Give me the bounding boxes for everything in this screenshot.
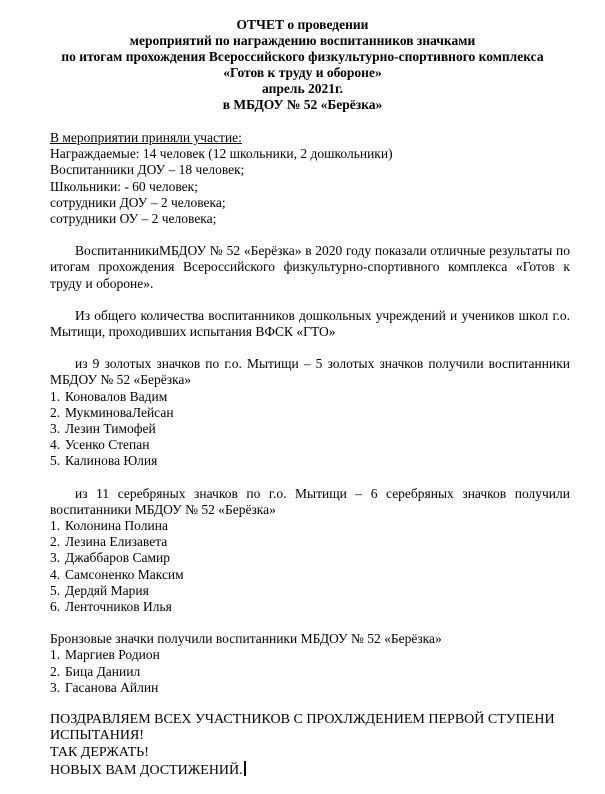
congratulations-text: ПОЗДРАВЛЯЕМ ВСЕХ УЧАСТНИКОВ С ПРОХЛЖДЕНИЕМ ПЕРВОЙ СТУПЕНИ ИСПЫТАНИЯ! [50, 712, 555, 744]
header-line: мероприятий по награждению воспитанников значками [129, 33, 476, 48]
silver-intro: из 11 серебряных значков по г.о. Мытищи – 6 серебряных значков получили воспитанники МБДОУ № 52 «Берёзка» [50, 485, 570, 517]
participants-line: сотрудники ДОУ – 2 человека; [50, 194, 226, 210]
gold-intro: из 9 золотых значков по г.о. Мытищи – 5 золотых значков получили воспитанники МБДОУ № 52 «Берёзка» [50, 356, 570, 388]
header-date: апрель 2021г. [262, 81, 343, 96]
silver-list [50, 518, 570, 615]
header-line: «Готов к труду и обороне» [223, 65, 382, 80]
testing-paragraph: Из общего количества воспитанников дошкольных учреждений и учеников школ г.о. Мытищи, проходивших испытания ВФСК «ГТО» [50, 307, 570, 340]
list-item: 3. Лезин Тимофей [50, 421, 156, 437]
results-paragraph: ВоспитанникиМБДОУ № 52 «Берёзка» в 2020 году показали отличные результаты по итогам прохождения Всероссийского физкультурно-спортивного комплекса «Готов к труду и обороне». [50, 243, 570, 291]
keep-it-up-text: ТАК ДЕРЖАТЬ! [50, 744, 149, 760]
wishes-line [50, 761, 570, 779]
text-cursor [244, 761, 246, 776]
list-item: 5. Дердяй Мария [50, 582, 149, 598]
participants-line: сотрудники ОУ – 2 человека; [50, 211, 217, 227]
gold-list [50, 389, 570, 470]
list-item: 2. Лезина Елизавета [50, 534, 168, 550]
list-item: 1. Колонина Полина [50, 518, 168, 534]
document-body [50, 130, 570, 779]
header-line: по итогам прохождения Всероссийского физкультурно-спортивного комплекса [61, 49, 544, 64]
list-item: 2. Бица Даниил [50, 663, 141, 679]
list-item: 5. Калинова Юлия [50, 453, 158, 469]
bronze-intro: Бронзовые значки получили воспитанники МБДОУ № 52 «Берёзка» [50, 631, 442, 647]
participants-line: Награждаемые: 14 человек (12 школьники, 2 дошкольники) [50, 146, 393, 162]
list-item: 4. Усенко Степан [50, 437, 150, 453]
participants-line: Воспитанники ДОУ – 18 человек; [50, 162, 245, 178]
report-header [0, 17, 605, 113]
list-item: 3. Гасанова Айлин [50, 679, 159, 695]
wishes-text: НОВЫХ ВАМ ДОСТИЖЕНИЙ. [50, 762, 243, 778]
participants-line: Школьники: - 60 человек; [50, 178, 198, 194]
header-title: ОТЧЕТ о проведении [236, 17, 369, 32]
list-item: 1. Маргиев Родион [50, 647, 160, 663]
header-institution: в МБДОУ № 52 «Берёзка» [222, 97, 383, 112]
list-item: 2. МукминоваЛейсан [50, 404, 174, 420]
list-item: 4. Самсоненко Максим [50, 566, 184, 582]
list-item: 1. Коновалов Вадим [50, 388, 168, 404]
participants-heading: В мероприятии приняли участие: [50, 130, 242, 145]
bronze-list [50, 647, 570, 696]
list-item: 3. Джаббаров Самир [50, 550, 171, 566]
list-item: 6. Ленточников Илья [50, 599, 172, 615]
